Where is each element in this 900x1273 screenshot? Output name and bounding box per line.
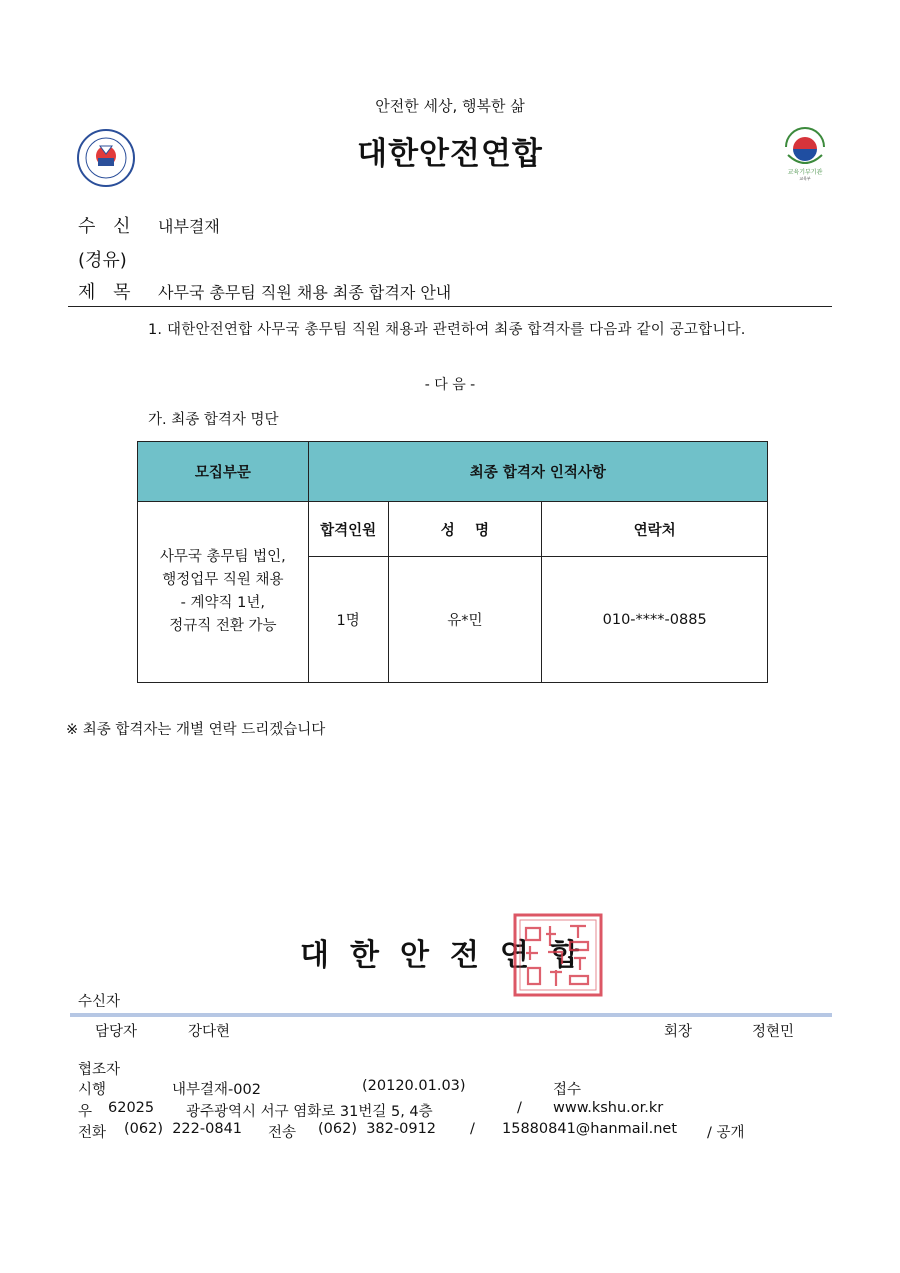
announcement-paragraph: 1. 대한안전연합 사무국 총무팀 직원 채용과 관련하여 최종 합격자를 다음과 같이 공고합니다. xyxy=(148,322,746,338)
exec-doc-number: 내부결재-002 xyxy=(172,1082,261,1098)
header-divider xyxy=(68,306,832,307)
address: 광주광역시 서구 염화로 31번길 5, 4층 xyxy=(186,1104,433,1120)
coop-label: 협조자 xyxy=(78,1062,121,1078)
president-label: 회장 xyxy=(664,1024,693,1040)
signature-org-name: 대한안전연합 xyxy=(300,938,600,973)
association-emblem-icon xyxy=(76,128,136,188)
slogan: 안전한 세상, 행복한 삶 xyxy=(375,97,525,115)
phone-label: 전화 xyxy=(78,1125,107,1141)
daum-heading: - 다 음 - xyxy=(424,377,476,393)
education-donation-seal-icon xyxy=(780,125,830,181)
contact-cell: 010-****-0885 xyxy=(542,557,768,683)
col-header-name: 성 명 xyxy=(388,502,542,557)
dept-line: 정규직 전환 가능 xyxy=(169,618,277,634)
person-label: 담당자 xyxy=(95,1024,138,1040)
person-name: 강다현 xyxy=(188,1024,231,1040)
name-cell: 유*민 xyxy=(388,557,542,683)
header-candidate-info: 최종 합격자 인적사항 xyxy=(308,442,767,502)
col-header-count: 합격인원 xyxy=(308,502,388,557)
president-name: 정현민 xyxy=(752,1024,795,1040)
separator: / xyxy=(517,1100,522,1116)
roster-subheading: 가. 최종 합격자 명단 xyxy=(148,412,279,428)
phone-number: (062) 222-0841 xyxy=(124,1121,243,1137)
contact-note: ※ 최종 합격자는 개별 연락 드리겠습니다 xyxy=(66,722,326,738)
fax-number: (062) 382-0912 xyxy=(318,1121,437,1137)
receipt-label: 접수 xyxy=(553,1082,582,1098)
separator: / xyxy=(470,1121,475,1137)
organization-title: 대한안전연합 xyxy=(357,136,543,172)
postal-label: 우 xyxy=(78,1104,93,1120)
successful-candidate-table xyxy=(137,441,768,683)
recipient-label: 수 신 xyxy=(78,216,137,237)
subject-row xyxy=(78,278,451,304)
dept-line: - 계약직 1년, xyxy=(180,595,265,611)
email-link[interactable]: 15880841@hanmail.net xyxy=(502,1121,678,1137)
exec-label: 시행 xyxy=(78,1082,107,1098)
header-recruit-dept: 모집부문 xyxy=(138,442,309,502)
recipient-value: 내부결재 xyxy=(158,217,220,236)
footer-divider xyxy=(70,1013,832,1017)
via-label: (경유) xyxy=(78,250,127,271)
official-seal-icon xyxy=(512,912,604,998)
public-status: / 공개 xyxy=(707,1125,745,1141)
exec-date: (20120.01.03) xyxy=(362,1078,466,1094)
count-cell: 1명 xyxy=(308,557,388,683)
website-link[interactable]: www.kshu.or.kr xyxy=(553,1100,664,1116)
postcode: 62025 xyxy=(108,1100,155,1116)
footer-recipient-label: 수신자 xyxy=(78,994,121,1010)
fax-label: 전송 xyxy=(268,1125,297,1141)
dept-line: 사무국 총무팀 법인, xyxy=(159,549,286,565)
seal-caption: 교육기부기관 xyxy=(787,169,823,176)
col-header-contact: 연락처 xyxy=(542,502,768,557)
subject-label: 제 목 xyxy=(78,282,137,303)
dept-line: 행정업무 직원 채용 xyxy=(162,572,284,588)
via-row xyxy=(78,246,127,272)
seal-sub-caption: 교육부 xyxy=(799,176,811,181)
subject-value: 사무국 총무팀 직원 채용 최종 합격자 안내 xyxy=(158,283,452,302)
recruit-dept-cell xyxy=(138,502,309,683)
recipient-row xyxy=(78,212,220,238)
